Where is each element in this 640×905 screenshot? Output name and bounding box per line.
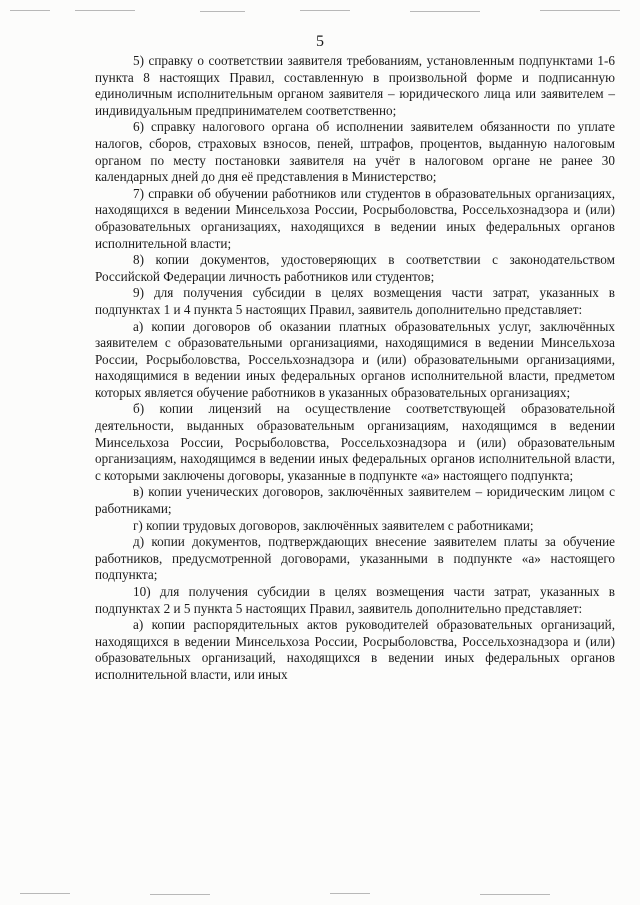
page-number: 5 (316, 33, 324, 50)
scan-edge-mark (150, 894, 210, 895)
scan-edge-mark (540, 10, 620, 11)
scan-edge-mark (300, 10, 350, 11)
paragraph-subitem-9b: б) копии лицензий на осуществление соответствующей образовательной деятельности, выданных образовательным организациям, находящимся в ведении Минсельхоза России, Росрыболовства, Россельхознадзора и (или) образовательным организациям, находящимся в ведении иных федеральных органов исполнительной власти, с которыми заключены договоры, указанные в подпункте «а» настоящего подпункта; (95, 401, 615, 483)
scan-edge-mark (20, 893, 70, 894)
paragraph-item-6: 6) справку налогового органа об исполнении заявителем обязанности по уплате налогов, сборов, страховых взносов, пеней, штрафов, процентов, выданную налоговым органом по месту постановки заявителя на учёт в налоговом органе не ранее 30 календарных дней до дня её представления в Министерство; (95, 119, 615, 185)
paragraph-subitem-9g: г) копии трудовых договоров, заключённых заявителем с работниками; (133, 517, 534, 533)
paragraph-item-8: 8) копии документов, удостоверяющих в соответствии с законодательством Российской Федерации личность работников или студентов; (95, 252, 615, 284)
paragraph-item-10: 10) для получения субсидии в целях возмещения части затрат, указанных в подпунктах 2 и 5 пункта 5 настоящих Правил, заявитель дополнительно представляет: (95, 584, 615, 616)
paragraph-item-5: 5) справку о соответствии заявителя требованиям, установленным подпунктами 1-6 пункта 8 настоящих Правил, составленную в произвольной форме и подписанную единоличным исполнительным органом заявителя – юридического лица или заявителем – индивидуальным предпринимателем соответственно; (95, 53, 615, 118)
scan-edge-mark (330, 893, 370, 894)
scan-edge-mark (480, 894, 550, 895)
paragraph-subitem-9v: в) копии ученических договоров, заключённых заявителем – юридическим лицом с работниками; (95, 484, 615, 517)
paragraph-subitem-9a: а) копии договоров об оказании платных образовательных услуг, заключённых заявителем с образовательными организациями, находящимися в ведении Минсельхоза России, Росрыболовства, Россельхознадзора и (или) образовательными организациями, находящимися в ведении иных федеральных органов исполнительной власти, предметом которых является обучение работников в указанных образовательных организациях; (95, 318, 615, 400)
scan-edge-mark (410, 11, 480, 12)
paragraph-item-7: 7) справки об обучении работников или студентов в образовательных организациях, находящихся в ведении Минсельхоза России, Росрыболовства, Россельхознадзора и (или) образовательных организациях, находящихся в ведении иных федеральных органов исполнительной власти; (95, 185, 615, 251)
scan-edge-mark (10, 10, 50, 11)
paragraph-item-9: 9) для получения субсидии в целях возмещения части затрат, указанных в подпунктах 1 и 4 пункта 5 настоящих Правил, заявитель дополнительно представляет: (95, 285, 615, 317)
scan-edge-mark (75, 10, 135, 11)
paragraph-subitem-9d: д) копии документов, подтверждающих внесение заявителем платы за обучение работников, предусмотренной договорами, указанными в подпункте «а» настоящего подпункта; (95, 534, 615, 583)
scan-edge-mark (200, 11, 245, 12)
document-body (95, 53, 615, 684)
paragraph-subitem-10a: а) копии распорядительных актов руководителей образовательных организаций, находящихся в ведении Минсельхоза России, Росрыболовства, Россельхознадзора и (или) образовательных организаций, находящихся в ведении иных федеральных органов исполнительной власти, или иных (95, 617, 615, 682)
